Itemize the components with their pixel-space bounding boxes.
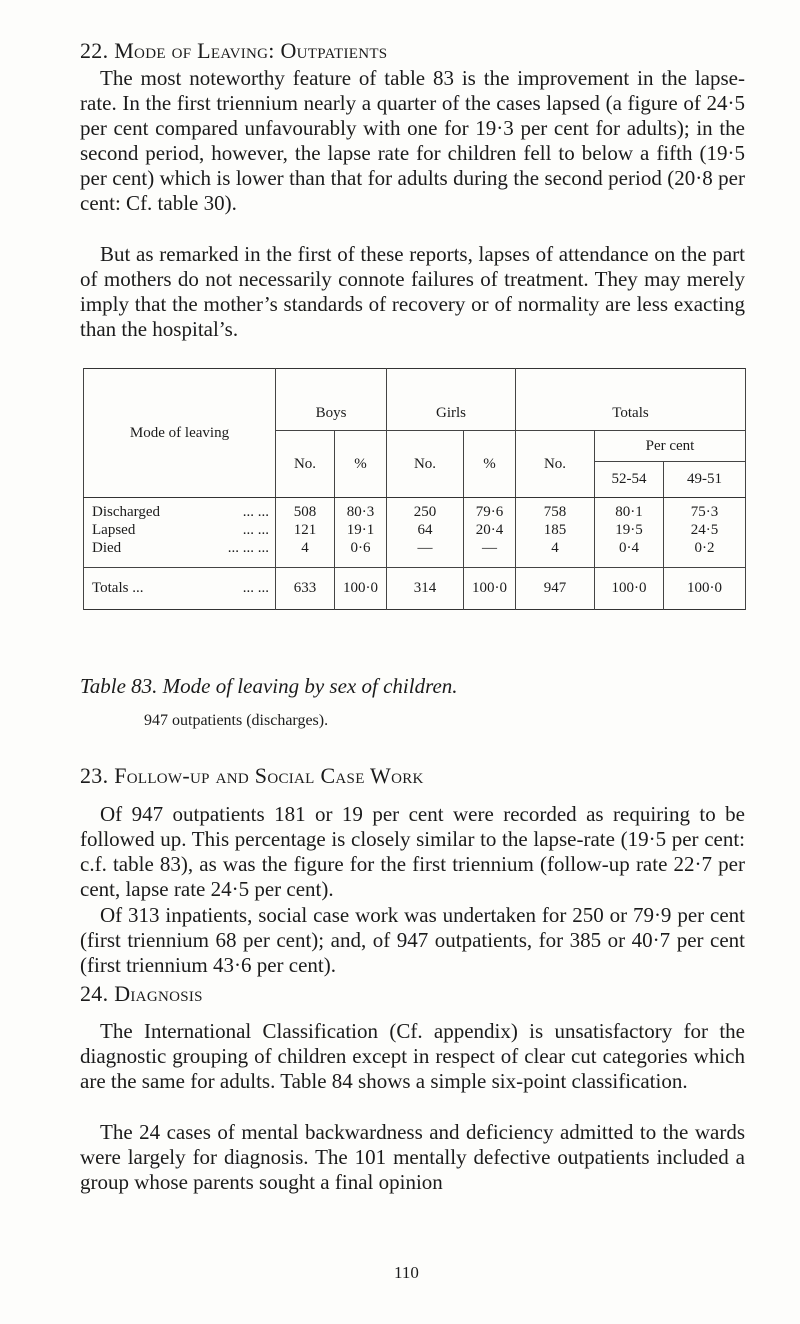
cell-girls-no: 250 [387, 498, 464, 522]
section-22-paragraph-1: The most noteworthy feature of table 83 is the improvement in the lapse-rate. In the first triennium nearly a quarter of the cases lapsed (a figure of 24·5 per cent compared unfavourably with one for 19·3 per cent for adults); in the second period, however, the lapse rate for children fell to below a fifth (19·5 per cent) which is lower than that for adults during the second period (20·8 per cent: Cf. table 30). [80, 66, 745, 215]
row-leader: ... ... [242, 522, 269, 538]
cell-boys-pct: 80·3 [335, 498, 387, 522]
header-per-cent: Per cent [595, 431, 746, 462]
cell-totals-no: 947 [516, 567, 595, 609]
cell-pc-52-54: 80·1 [595, 498, 664, 522]
header-girls: Girls [387, 369, 516, 431]
header-girls-no: No. [387, 431, 464, 498]
header-period-49-51: 49-51 [664, 462, 746, 498]
cell-girls-no: — [387, 540, 464, 567]
cell-boys-pct: 100·0 [335, 567, 387, 609]
cell-girls-pct: — [464, 540, 516, 567]
cell-girls-pct: 100·0 [464, 567, 516, 609]
table-row-totals [84, 567, 746, 609]
page-number: 110 [394, 1263, 419, 1282]
section-22-paragraph-2: But as remarked in the first of these reports, lapses of attendance on the part of mothers do not necessarily connote failures of treatment. They may merely imply that the mother’s standards of recovery or of normality are less exacting than the hospital’s. [80, 242, 745, 341]
cell-pc-49-51: 24·5 [664, 521, 746, 540]
table-note: 947 outpatients (discharges). [144, 712, 329, 729]
cell-girls-pct: 79·6 [464, 498, 516, 522]
section-24-heading: 24. Diagnosis [80, 981, 203, 1006]
cell-boys-no: 121 [276, 521, 335, 540]
header-mode: Mode of leaving [84, 369, 276, 498]
section-23-paragraph-1: Of 947 outpatients 181 or 19 per cent were recorded as requiring to be followed up. This percentage is closely similar to the lapse-rate (19·5 per cent: c.f. table 83), as was the figure for the first triennium (follow-up rate 22·7 per cent, lapse rate 24·5 per cent). [80, 802, 745, 901]
table-row-died [84, 540, 746, 567]
header-totals-no: No. [516, 431, 595, 498]
cell-totals-no: 758 [516, 498, 595, 522]
cell-boys-pct: 19·1 [335, 521, 387, 540]
row-label: Totals ... [92, 579, 144, 596]
cell-girls-pct: 20·4 [464, 521, 516, 540]
row-leader: ... ... ... [227, 540, 269, 556]
row-label: Discharged [92, 504, 161, 520]
table-row-discharged [84, 498, 746, 522]
cell-pc-49-51: 100·0 [664, 567, 746, 609]
section-22-heading: 22. Mode of Leaving: Outpatients [80, 38, 388, 63]
cell-boys-no: 633 [276, 567, 335, 609]
section-24-paragraph-1: The International Classification (Cf. appendix) is unsatisfactory for the diagnostic grouping of children except in respect of clear cut categories which are the same for adults. Table 84 shows a simple six-point classification. [80, 1019, 745, 1093]
header-boys-pct: % [335, 431, 387, 498]
header-period-52-54: 52-54 [595, 462, 664, 498]
table-row-lapsed [84, 521, 746, 540]
cell-boys-pct: 0·6 [335, 540, 387, 567]
cell-pc-52-54: 0·4 [595, 540, 664, 567]
header-totals: Totals [516, 369, 746, 431]
section-24-paragraph-2: The 24 cases of mental backwardness and deficiency admitted to the wards were largely for diagnosis. The 101 mentally defective outpatients included a group whose parents sought a final opinion [80, 1120, 745, 1194]
cell-pc-52-54: 19·5 [595, 521, 664, 540]
table-83 [83, 368, 746, 610]
row-label: Lapsed [92, 522, 136, 538]
cell-pc-52-54: 100·0 [595, 567, 664, 609]
cell-boys-no: 4 [276, 540, 335, 567]
cell-boys-no: 508 [276, 498, 335, 522]
cell-pc-49-51: 75·3 [664, 498, 746, 522]
cell-girls-no: 64 [387, 521, 464, 540]
row-leader: ... ... [242, 579, 269, 596]
cell-totals-no: 4 [516, 540, 595, 567]
cell-totals-no: 185 [516, 521, 595, 540]
header-boys-no: No. [276, 431, 335, 498]
cell-girls-no: 314 [387, 567, 464, 609]
cell-pc-49-51: 0·2 [664, 540, 746, 567]
header-girls-pct: % [464, 431, 516, 498]
section-23-heading: 23. Follow-up and Social Case Work [80, 763, 424, 788]
table-caption: Table 83. Mode of leaving by sex of children. [80, 674, 458, 698]
row-label: Died [92, 540, 122, 556]
header-boys: Boys [276, 369, 387, 431]
section-23-paragraph-2: Of 313 inpatients, social case work was undertaken for 250 or 79·9 per cent (first triennium 68 per cent); and, of 947 outpatients, for 385 or 40·7 per cent (first triennium 43·6 per cent). [80, 903, 745, 977]
row-leader: ... ... [242, 504, 269, 520]
